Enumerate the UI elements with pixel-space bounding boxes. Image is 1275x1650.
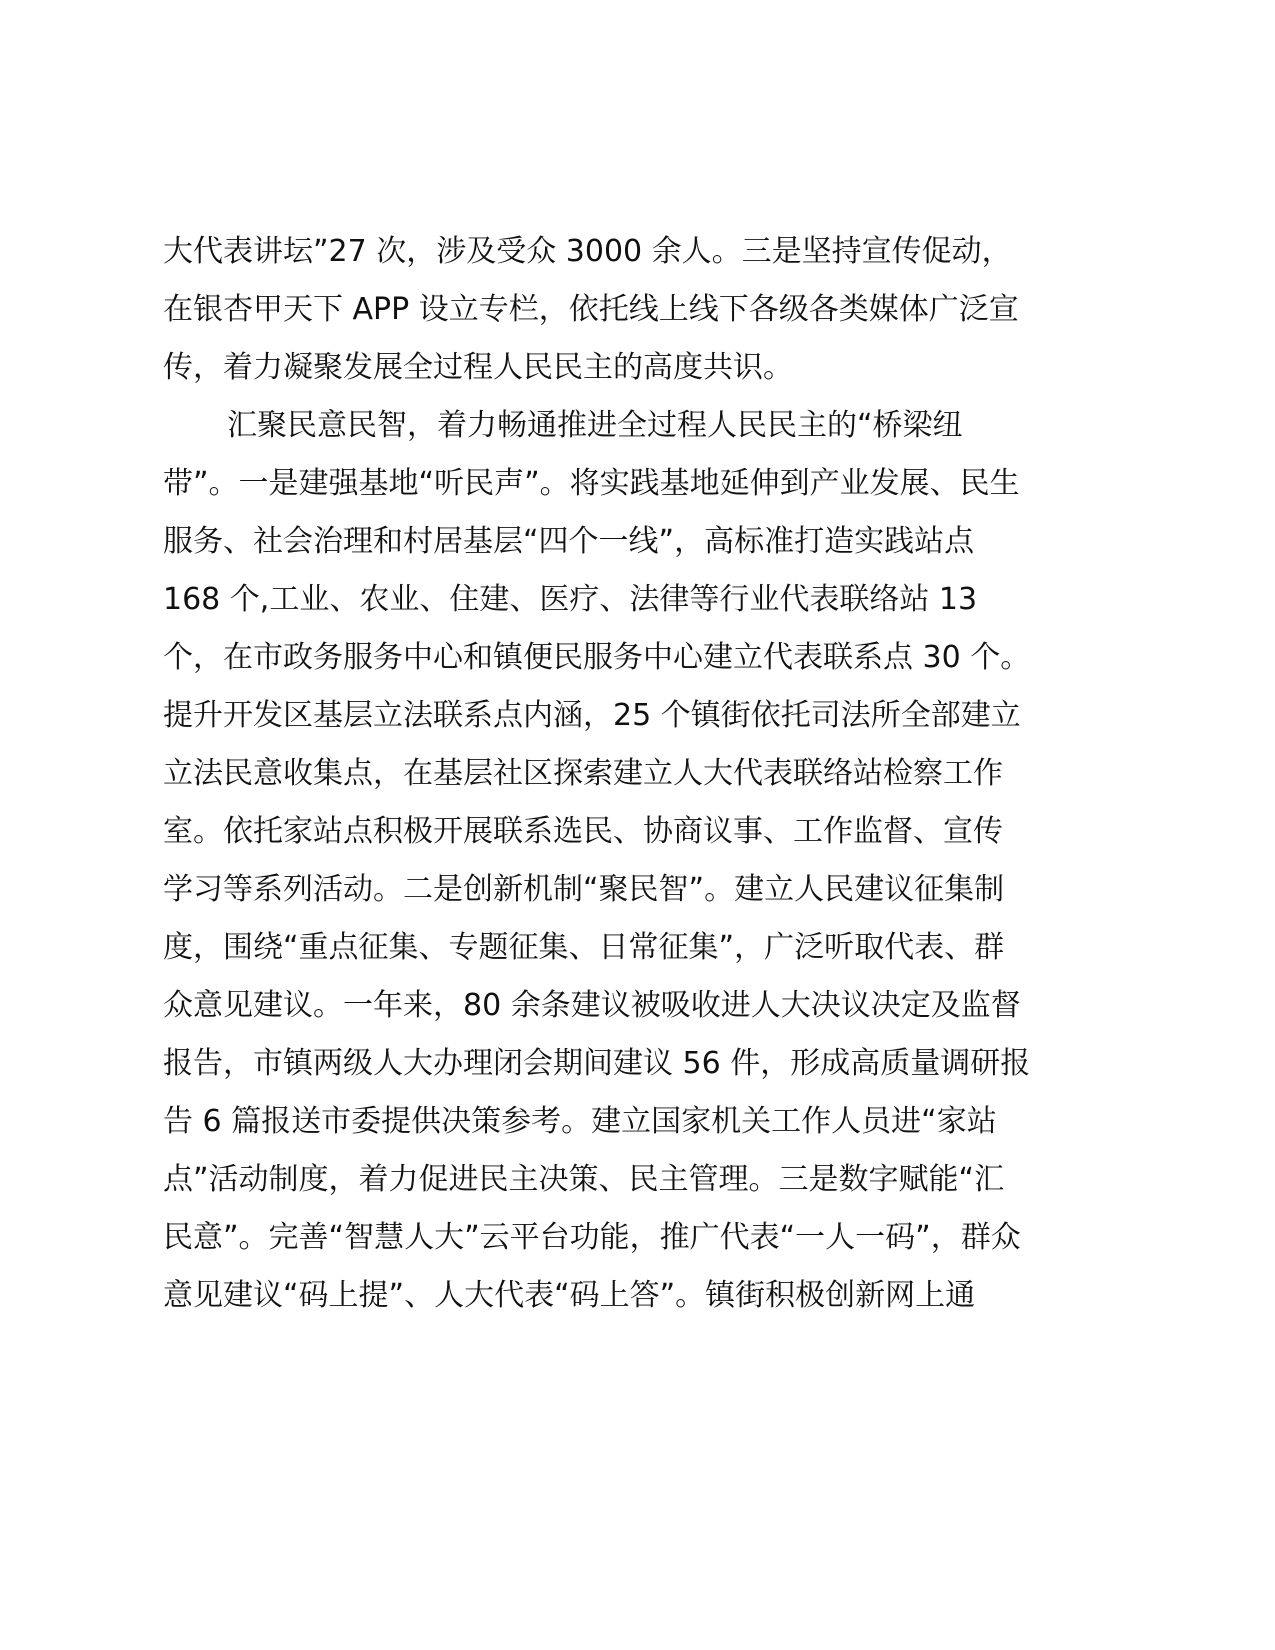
text-line: 报告，市镇两级人大办理闭会期间建议 56 件，形成高质量调研报: [163, 1046, 1031, 1081]
text-line: 民意”。完善“智慧人大”云平台功能，推广代表“一人一码”，群众: [163, 1220, 1021, 1255]
text-line: 带”。一是建强基地“听民声”。将实践基地延伸到产业发展、民生: [163, 466, 1020, 501]
text-line: 室。依托家站点积极开展联系选民、协商议事、工作监督、宣传: [163, 814, 1003, 849]
text-line: 立法民意收集点，在基层社区探索建立人大代表联络站检察工作: [163, 756, 1003, 791]
text-line: 传，着力凝聚发展全过程人民民主的高度共识。: [163, 350, 793, 385]
text-line: 点”活动制度，着力促进民主决策、民主管理。三是数字赋能“汇: [163, 1162, 1005, 1197]
paragraph-first-line: 汇聚民意民智，着力畅通推进全过程人民民主的“桥梁纽: [227, 408, 963, 443]
text-line: 告 6 篇报送市委提供决策参考。建立国家机关工作人员进“家站: [163, 1104, 997, 1139]
body-text: [163, 223, 1123, 1325]
text-line: 大代表讲坛”27 次，涉及受众 3000 余人。三是坚持宣传促动，: [163, 234, 1012, 269]
text-line: 在银杏甲天下 APP 设立专栏，依托线上线下各级各类媒体广泛宣: [163, 292, 1019, 327]
text-line: 服务、社会治理和村居基层“四个一线”，高标准打造实践站点: [163, 524, 975, 559]
text-line: 168 个,工业、农业、住建、医疗、法律等行业代表联络站 13: [163, 582, 978, 617]
text-line: 个，在市政务服务中心和镇便民服务中心建立代表联系点 30 个。: [163, 640, 1031, 675]
text-line: 提升开发区基层立法联系点内涵，25 个镇街依托司法所全部建立: [163, 698, 1021, 733]
text-line: 众意见建议。一年来，80 余条建议被吸收进人大决议决定及监督: [163, 988, 1021, 1023]
text-line: 度，围绕“重点征集、专题征集、日常征集”，广泛听取代表、群: [163, 930, 1005, 965]
text-line: 学习等系列活动。二是创新机制“聚民智”。建立人民建议征集制: [163, 872, 1005, 907]
text-line: 意见建议“码上提”、人大代表“码上答”。镇街积极创新网上通: [163, 1278, 976, 1313]
